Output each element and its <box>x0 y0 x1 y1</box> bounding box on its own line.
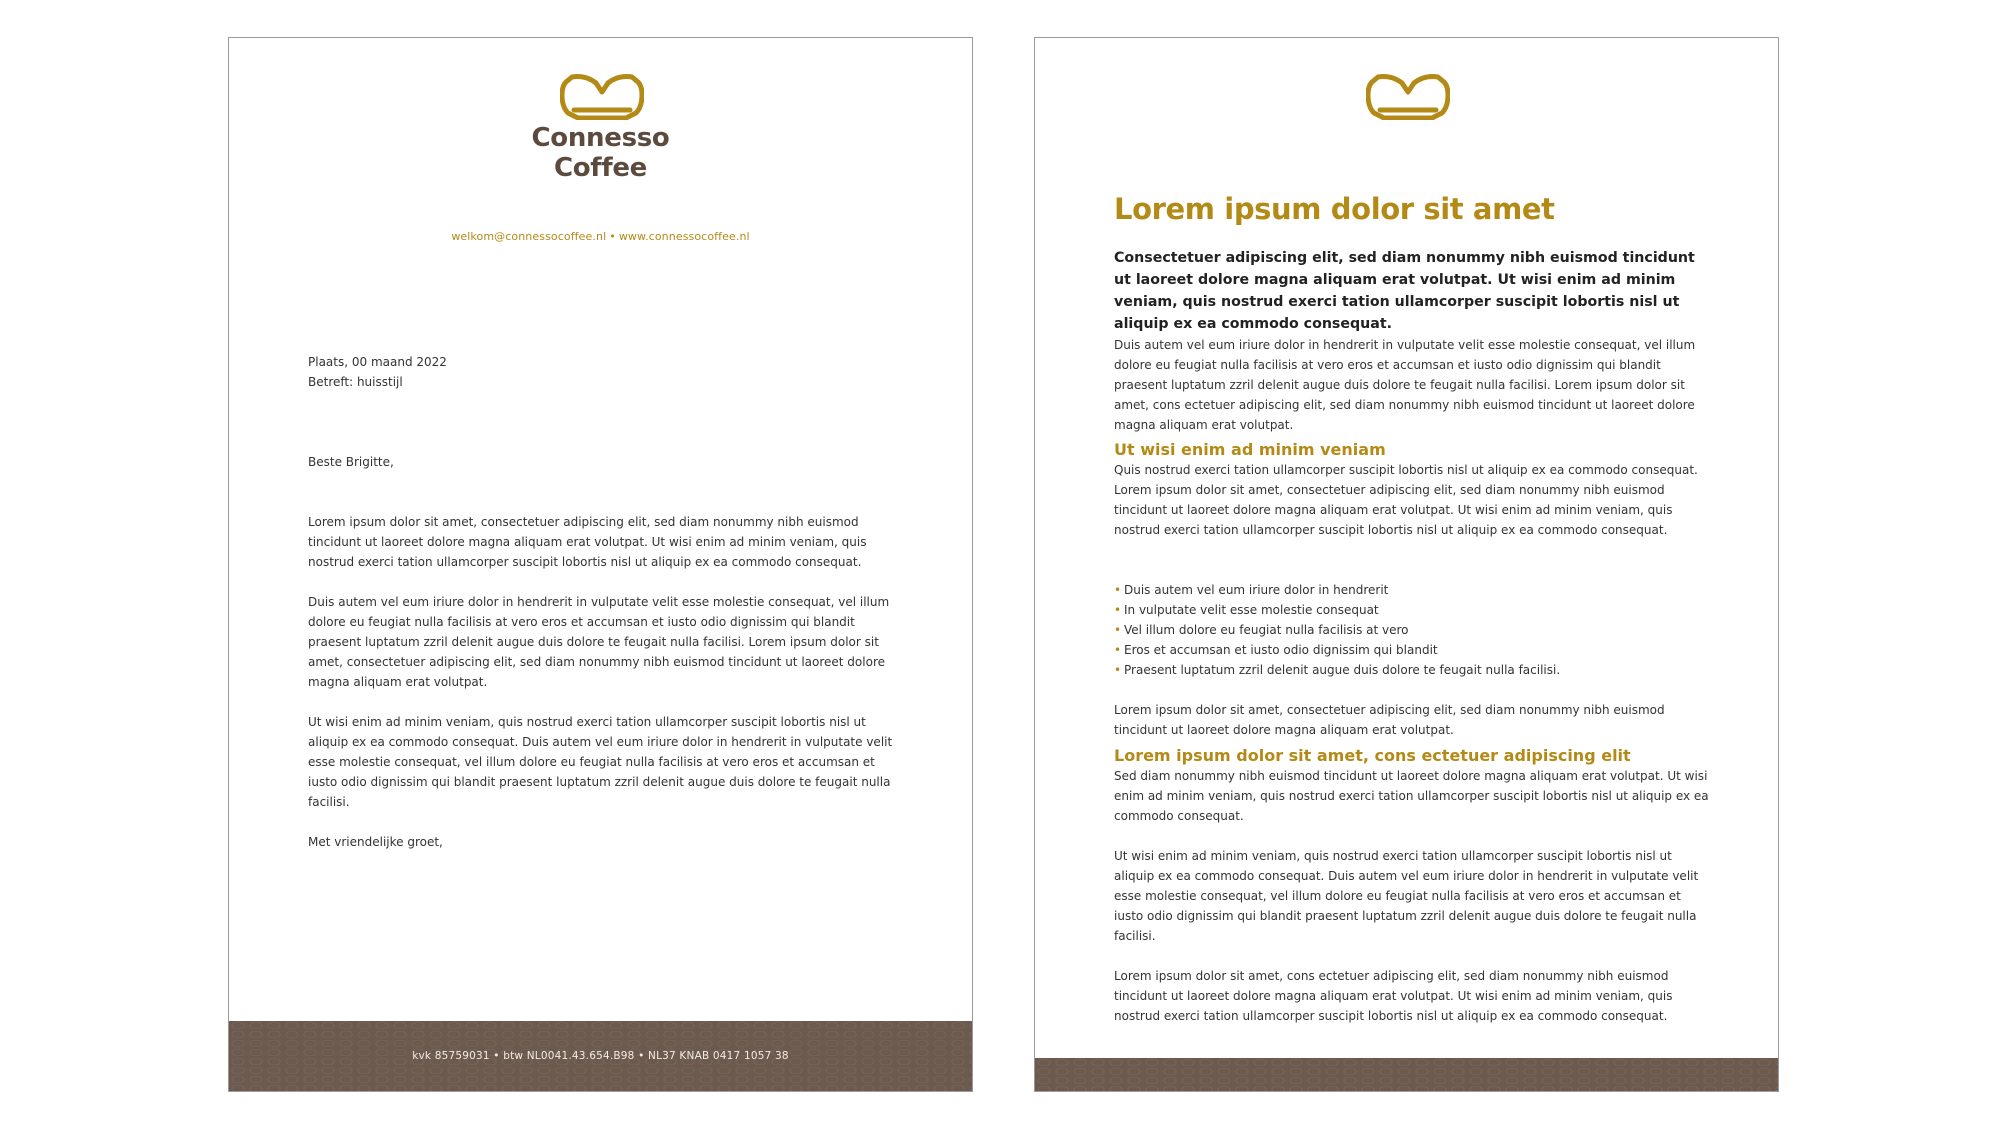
brand-name-line1: Connesso <box>531 123 670 153</box>
list-item: • Vel illum dolore eu feugiat nulla facilisis at vero <box>1114 620 1710 640</box>
email-link[interactable]: welkom@connessocoffee.nl <box>451 230 607 243</box>
content-page <box>1034 37 1779 1092</box>
lead-paragraph: Consectetuer adipiscing elit, sed diam nonummy nibh euismod tincidunt ut laoreet dolore magna aliquam erat volutpat. Ut wisi enim ad minim veniam, quis nostrud exerci tation ullamcorper suscipit lobortis nisl ut aliquip ex ea commodo consequat. <box>1114 250 1695 332</box>
contact-line <box>229 230 972 243</box>
after-bullets-paragraph: Lorem ipsum dolor sit amet, consectetuer adipiscing elit, sed diam nonummy nibh euismod tincidunt ut laoreet dolore magna aliquam erat volutpat. <box>1114 703 1665 737</box>
brand-name-line2: Coffee <box>553 153 648 183</box>
salutation: Beste Brigitte, <box>308 455 394 469</box>
body-paragraph: Duis autem vel eum iriure dolor in hendrerit in vulputate velit esse molestie consequat, vel illum dolore eu feugiat nulla facilisis at vero eros et accumsan et iusto odio dignissim qui blandit praesent luptatum zzril delenit augue duis dolore te feugait nulla facilisi. Lorem ipsum dolor sit amet, consectetuer adipiscing elit, sed diam nonummy nibh euismod tincidunt ut laoreet dolore magna aliquam erat volutpat. <box>308 595 890 689</box>
cup-bracket-logo-icon <box>1366 72 1450 120</box>
bullet-list <box>1114 580 1710 680</box>
list-item: • In vulputate velit esse molestie consequat <box>1114 600 1710 620</box>
body-paragraph: Lorem ipsum dolor sit amet, consectetuer adipiscing elit, sed diam nonummy nibh euismod tincidunt ut laoreet dolore magna aliquam erat volutpat. Ut wisi enim ad minim veniam, quis nostrud exerci tation ullamcorper suscipit lobortis nisl ut aliquip ex ea commodo consequat. <box>308 515 867 569</box>
section-body <box>1114 766 1710 1046</box>
footer-band <box>229 1021 972 1092</box>
body-paragraph: Ut wisi enim ad minim veniam, quis nostrud exerci tation ullamcorper suscipit lobortis nisl ut aliquip ex ea commodo consequat. Duis autem vel eum iriure dolor in hendrerit in vulputate velit esse molestie consequat, vel illum dolore eu feugiat nulla facilisis at vero eros et accumsan et iusto odio dignissim qui blandit praesent luptatum zzril delenit augue duis dolore te feugait nulla facilisi. <box>308 715 893 809</box>
place-date: Plaats, 00 maand 2022 <box>308 355 447 369</box>
intro-paragraph: Duis autem vel eum iriure dolor in hendrerit in vulputate velit esse molestie consequat, vel illum dolore eu feugiat nulla facilisis at vero eros et accumsan et iusto odio dignissim qui blandit praesent luptatum zzril delenit augue duis dolore te feugait nulla facilisi. Lorem ipsum dolor sit amet, cons ectetuer adipiscing elit, sed diam nonummy nibh euismod tincidunt ut laoreet dolore magna aliquam erat volutpat. <box>1114 338 1696 432</box>
cup-bracket-logo-icon <box>560 72 644 120</box>
section-paragraph: Sed diam nonummy nibh euismod tincidunt ut laoreet dolore magna aliquam erat volutpat. Ut wisi enim ad minim veniam, quis nostrud exerci tation ullamcorper suscipit lobortis nisl ut aliquip ex ea commodo consequat. <box>1114 769 1709 823</box>
letter-body <box>308 512 900 832</box>
section-heading: Lorem ipsum dolor sit amet, cons ectetuer adipiscing elit <box>1114 746 1631 765</box>
letterhead-page <box>228 37 973 1092</box>
letter-meta <box>308 352 898 392</box>
contact-separator: • <box>609 230 616 243</box>
section-heading: Ut wisi enim ad minim veniam <box>1114 440 1386 459</box>
section-paragraph: Quis nostrud exerci tation ullamcorper suscipit lobortis nisl ut aliquip ex ea commodo consequat. Lorem ipsum dolor sit amet, consectetuer adipiscing elit, sed diam nonummy nibh euismod tincidunt ut laoreet dolore magna aliquam erat volutpat. Ut wisi enim ad minim veniam, quis nostrud exerci tation ullamcorper suscipit lobortis nisl ut aliquip ex ea commodo consequat. <box>1114 463 1698 537</box>
list-item: • Duis autem vel eum iriure dolor in hendrerit <box>1114 580 1710 600</box>
website-link[interactable]: www.connessocoffee.nl <box>618 230 750 243</box>
section-paragraph: Lorem ipsum dolor sit amet, cons ectetuer adipiscing elit, sed diam nonummy nibh euismod tincidunt ut laoreet dolore magna aliquam erat volutpat. Ut wisi enim ad minim veniam, quis nostrud exerci tation ullamcorper suscipit lobortis nisl ut aliquip ex ea commodo consequat. <box>1114 969 1673 1023</box>
list-item: • Eros et accumsan et iusto odio dignissim qui blandit <box>1114 640 1710 660</box>
section-paragraph: Ut wisi enim ad minim veniam, quis nostrud exerci tation ullamcorper suscipit lobortis nisl ut aliquip ex ea commodo consequat. Duis autem vel eum iriure dolor in hendrerit in vulputate velit esse molestie consequat, vel illum dolore eu feugiat nulla facilisis at vero eros et accumsan et iusto odio dignissim qui blandit praesent luptatum zzril delenit augue duis dolore te feugait nulla facilisi. <box>1114 849 1699 943</box>
closing: Met vriendelijke groet, <box>308 835 443 849</box>
subject-line: Betreft: huisstijl <box>308 375 403 389</box>
company-registration: kvk 85759031 • btw NL0041.43.654.B98 • NL37 KNAB 0417 1057 38 <box>412 1050 789 1062</box>
page-title: Lorem ipsum dolor sit amet <box>1114 192 1555 226</box>
footer-band <box>1035 1058 1778 1092</box>
list-item: • Praesent luptatum zzril delenit augue duis dolore te feugait nulla facilisi. <box>1114 660 1710 680</box>
